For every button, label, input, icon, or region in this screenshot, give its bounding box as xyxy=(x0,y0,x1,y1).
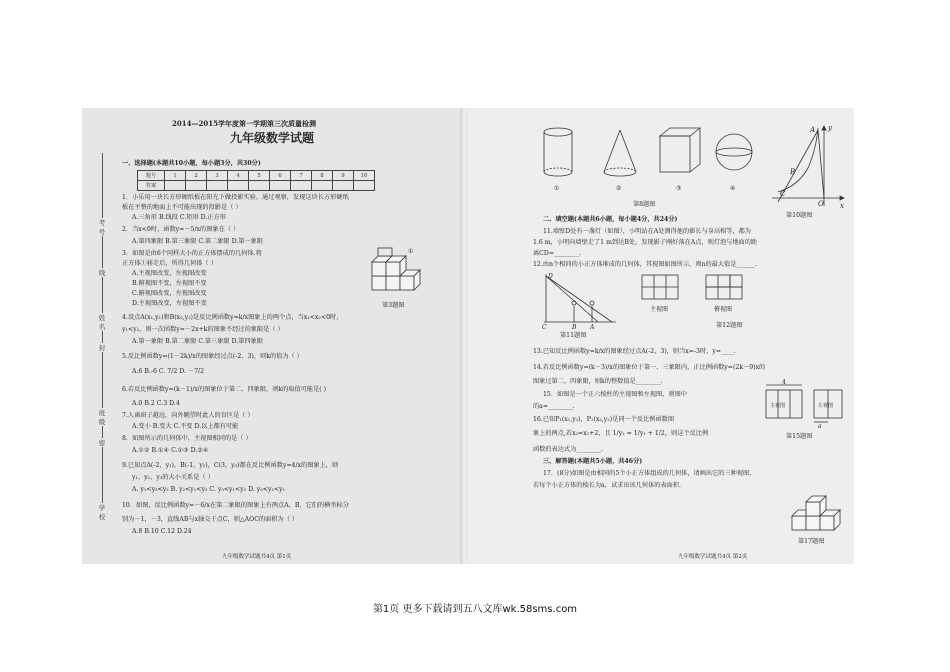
question-line: 离CD=________. xyxy=(533,250,581,257)
question-options: A.8 B.10 C.12 D.24 xyxy=(132,528,192,535)
exam-title: 九年级数学试题 xyxy=(230,131,315,145)
section3-heading: 三、解答题(本题共5小题，共46分) xyxy=(543,458,643,465)
figure-11-caption: 第11题图 xyxy=(560,332,587,339)
table-cell: 答案 xyxy=(138,181,165,191)
figure-15-label: a xyxy=(818,423,822,430)
question-options: A.6 B.-6 C. 7/2 D. －7/2 xyxy=(132,368,205,375)
figure-17-cube-stack xyxy=(786,486,846,534)
figure-3-caption: 第3题图 xyxy=(382,302,405,309)
figure-10-label: O xyxy=(818,200,824,208)
question-line: 4.设点A(x₁,y₁)和B(x₂,y₂)是反比例函数y=k/x图象上的两个点，当x₁<x₂<0时， xyxy=(122,314,343,321)
figure-8-label: ① xyxy=(554,185,560,192)
figure-10-label: B xyxy=(790,168,796,176)
question-line: 1.6 m，小明向墙壁走了1 m到达B处，发现影子刚好落在A点，则灯泡与地面的距 xyxy=(533,239,758,246)
figure-10-label: y xyxy=(828,124,832,132)
table-cell: 9 xyxy=(333,171,354,181)
question-line: 6.若反比例函数y=(k－1)/x的图象位于第二、四象限，则k的取值可能是( ) xyxy=(122,386,327,393)
answer-cell[interactable] xyxy=(249,181,270,191)
answer-cell[interactable] xyxy=(354,181,375,191)
figure-12-label: 俯视图 xyxy=(714,306,733,313)
figure-15-caption: 第15题图 xyxy=(786,433,813,440)
question-options: A.变小 B.变大 C.不变 D.以上都有可能 xyxy=(132,423,239,430)
answer-cell[interactable] xyxy=(228,181,249,191)
binding-label-xian: 线 xyxy=(98,269,106,277)
table-row xyxy=(138,181,375,191)
answer-table xyxy=(137,170,375,191)
figure-8-label: ② xyxy=(616,185,622,192)
figure-10-hyperbola xyxy=(768,122,848,210)
answer-cell[interactable] xyxy=(270,181,291,191)
exam-header: 2014—2015学年度第一学期第三次质量检测 xyxy=(172,119,316,128)
binding-label-banji: 班级 xyxy=(98,409,106,426)
binding-label-xuexiao: 学校 xyxy=(98,504,106,521)
question-options: A.①② B.①④ C.①③ D.②④ xyxy=(132,447,209,454)
section2-heading: 二、填空题(本题共6小题，每小题4分，共24分) xyxy=(543,216,678,223)
question-option: B.俯视图不变，左视图不变 xyxy=(132,280,207,287)
question-line: 13.已知反比例函数y=k/x的图象经过点A(-2，3)，则当x=-3时，y=____. xyxy=(533,348,736,355)
question-option: D.主视图改变，左视图不变 xyxy=(132,300,207,307)
figure-12-caption: 第12题图 xyxy=(716,322,743,329)
question-line: 10．如图，反比例函数y=－6/x在第二象限的图象上有两点A、B，它们的横坐标分 xyxy=(122,502,349,509)
figure-12-label: 主视图 xyxy=(650,306,669,313)
question-line: 的a=________. xyxy=(533,403,575,410)
figure-8-caption: 第8题图 xyxy=(633,201,656,208)
question-line: 8．如图所示的几何体中，主视图相同的是（ ） xyxy=(122,435,252,442)
figure-15-label: 4 xyxy=(782,379,786,386)
figure-15-hexagonal-prism-views xyxy=(762,380,848,430)
question-line: y₁、y₂、y₃的大小关系是（ ） xyxy=(132,474,214,481)
page-1-footer: 九年级数学试题共4页 第1页 xyxy=(222,554,292,560)
figure-10-label: x xyxy=(840,202,844,210)
question-line: 15．如图是一个正六棱柱的主视图和左视图，则图中 xyxy=(543,391,687,398)
question-options: A. y₁<y₃<y₂ B. y₂<y₁<y₃ C. y₃<y₁<y₂ D. y₃<y₂<y₁ xyxy=(132,486,286,493)
answer-cell[interactable] xyxy=(312,181,333,191)
question-line: 板在平整的地面上不可能出现的投影是（ ） xyxy=(122,204,242,211)
question-options: A.第一象限 B.第二象限 C.第三象限 D.第四象限 xyxy=(132,338,264,345)
exam-page-1 xyxy=(82,108,460,564)
question-option: A.主视图改变，左视图改变 xyxy=(132,270,207,277)
question-line: 5.反比例函数y=(1－2k)/x的图象经过点(-2，3)，则k的值为（ ） xyxy=(122,353,303,360)
question-line: 1．小乐用一块长方形硬纸板在阳光下做投影实验，通过观察，发现这块长方形硬纸 xyxy=(122,194,349,201)
question-line: 正方体①移走后，所得几何体（ ） xyxy=(122,260,217,267)
question-line: 17．(8分)如图是由相同的5个小正方体组成的几何体，请画出它的三种视图， xyxy=(543,470,756,477)
section1-heading: 一、选择题(本题共10小题，每小题3分，共30分) xyxy=(122,160,261,167)
figure-11-lamp-shadow xyxy=(538,270,618,330)
question-line: 7.人离窗子越远，向外眺望时此人的盲区是（ ） xyxy=(122,412,254,419)
question-line: 图象过第二、四象限，则k的整数值是________. xyxy=(533,378,663,385)
table-cell: 8 xyxy=(312,171,333,181)
question-option: C.俯视图改变，左视图改变 xyxy=(132,290,207,297)
figure-15-label: 左视图 xyxy=(818,403,834,409)
figure-8-label: ④ xyxy=(730,185,736,192)
table-cell: 5 xyxy=(249,171,270,181)
figure-8-solids xyxy=(538,122,758,197)
question-line: 12.由n个相同的小正方体堆成的几何体，其视图如图所示，则n的最大值是______. xyxy=(533,261,757,268)
question-line: 11.墙壁D处有一盏灯（如图），小明站在A处测得他的影长与身高相等，都为 xyxy=(543,228,751,235)
table-cell: 3 xyxy=(207,171,228,181)
question-line: y₁<y₂，则一次函数y=－2x+k的图象不经过的象限是（ ） xyxy=(122,326,284,333)
binding-label-xingming: 姓名 xyxy=(98,314,106,331)
book-gutter xyxy=(460,108,468,564)
figure-3-mark: ① xyxy=(408,248,414,255)
answer-cell[interactable] xyxy=(165,181,186,191)
table-cell: 1 xyxy=(165,171,186,181)
figure-12-views xyxy=(640,273,760,318)
binding-label-feng: 封 xyxy=(98,344,106,352)
figure-11-label: A xyxy=(590,324,595,331)
question-line: 函数的表达式为________. xyxy=(533,446,604,453)
figure-10-label: A xyxy=(810,126,816,134)
question-line: 9.已知点A(-2，y₁)，B(-1，y₂)，C(3，y₃)都在反比例函数y=4/x的图象上，则 xyxy=(122,462,339,469)
figure-11-label: B xyxy=(572,324,577,331)
figure-10-caption: 第10题图 xyxy=(786,212,813,219)
question-line: 2．当x<0时，函数y=－5/x的图象在（ ） xyxy=(122,226,240,233)
figure-11-label: D xyxy=(548,273,553,280)
question-line: 若每个小正方体的棱长为a，试求出该几何体的表面积. xyxy=(533,482,681,489)
table-cell: 10 xyxy=(354,171,375,181)
binding-line xyxy=(102,153,103,513)
question-line: 14.若反比例函数y=(k－3)/x的图象位于第一、三象限内，正比例函数y=(2k－9)x的 xyxy=(533,364,766,371)
answer-cell[interactable] xyxy=(291,181,312,191)
question-options: A.三角形 B.线段 C.矩形 D.正方形 xyxy=(132,214,226,221)
figure-15-label: 主视图 xyxy=(770,403,786,409)
question-options: A.0 B.2 C.3 D.4 xyxy=(132,400,180,407)
figure-3-cube-stack xyxy=(367,248,427,298)
document-footer: 第1页 更多下载请到五八文库wk.58sms.com xyxy=(372,604,578,615)
table-cell: 题号 xyxy=(138,171,165,181)
answer-cell[interactable] xyxy=(207,181,228,191)
scanned-exam-sheet xyxy=(82,108,854,564)
figure-8-label: ③ xyxy=(676,185,682,192)
question-line: 别为－1，－3，直线AB与x轴交于点C，则△AOC的面积为（ ） xyxy=(122,516,299,523)
answer-cell[interactable] xyxy=(186,181,207,191)
binding-label-mi: 密 xyxy=(98,439,106,447)
question-line: 3．如图是由6个同样大小的正方体摆成的几何体.将 xyxy=(122,250,262,257)
table-cell: 2 xyxy=(186,171,207,181)
figure-10-label: C xyxy=(780,190,786,198)
table-cell: 4 xyxy=(228,171,249,181)
answer-cell[interactable] xyxy=(333,181,354,191)
table-row xyxy=(138,171,375,181)
question-line: 16.已知P₁(x₁,y₁)，P₂(x₂,y₂)是同一个反比例函数图 xyxy=(533,416,675,423)
question-options: A.第四象限 B.第三象限 C.第二象限 D.第一象限 xyxy=(132,238,264,245)
table-cell: 7 xyxy=(291,171,312,181)
exam-page-2 xyxy=(468,108,854,564)
page-2-footer: 九年级数学试题共4页 第2页 xyxy=(678,554,748,560)
table-cell: 6 xyxy=(270,171,291,181)
figure-17-caption: 第17题图 xyxy=(798,538,825,545)
figure-11-label: C xyxy=(542,324,547,331)
binding-label-kaohao: 考号 xyxy=(98,219,106,236)
question-line: 象上的两点,若x₂=x₁+2，且 1/y₂ = 1/y₁ + 1/2，则这个反比例 xyxy=(533,430,709,437)
